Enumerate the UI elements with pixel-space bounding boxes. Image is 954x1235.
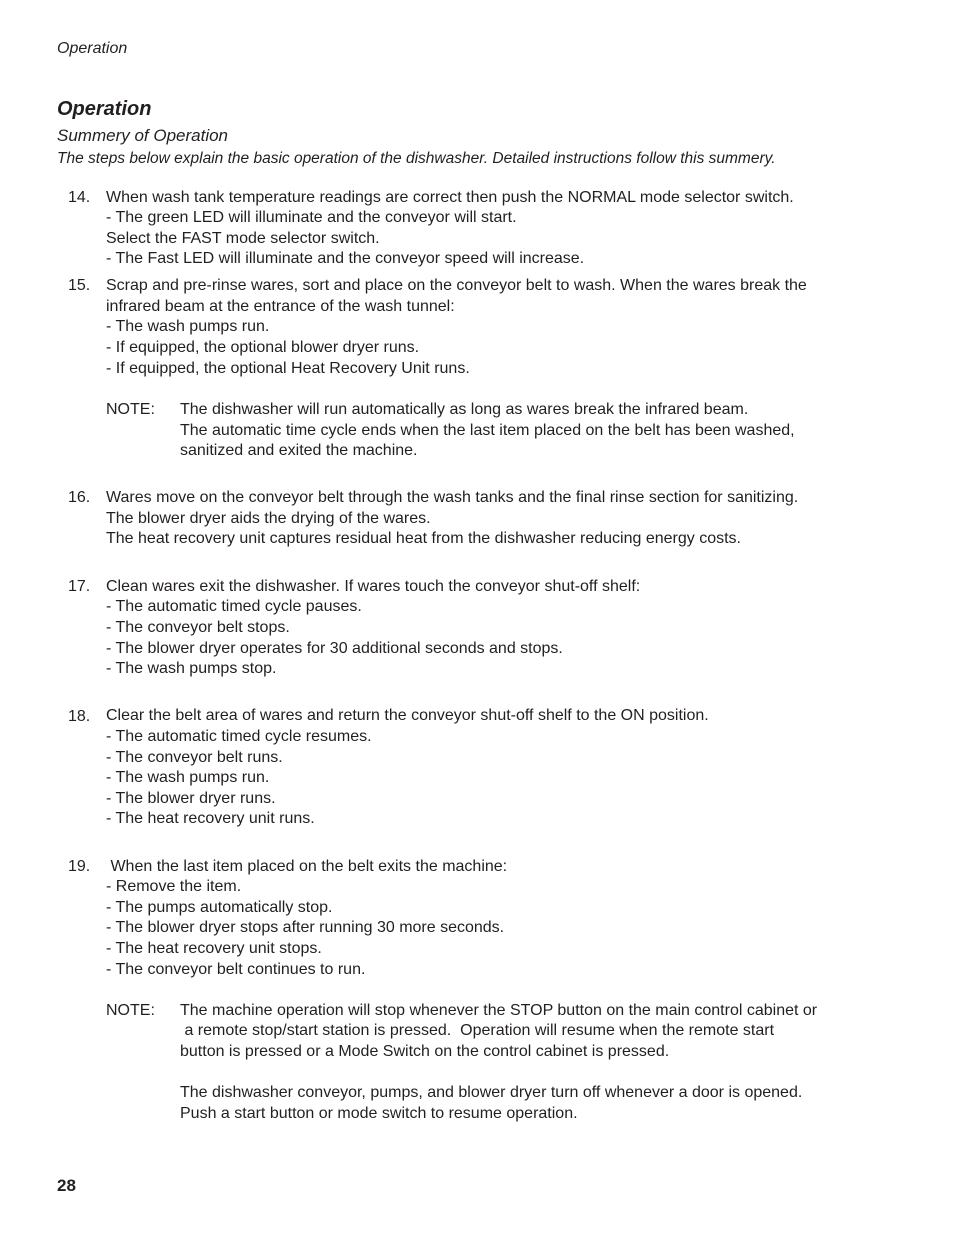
step-line: - If equipped, the optional blower dryer runs.	[106, 339, 420, 356]
step-line: The blower dryer aids the drying of the wares.	[106, 510, 431, 527]
step-line: When wash tank temperature readings are correct then push the NORMAL mode selector switch.	[106, 189, 794, 206]
note-line: The dishwasher conveyor, pumps, and blower dryer turn off whenever a door is opened.	[180, 1084, 803, 1101]
running-head: Operation	[57, 40, 128, 57]
note-line: button is pressed or a Mode Switch on the control cabinet is pressed.	[180, 1043, 670, 1060]
step-line: - The wash pumps stop.	[106, 660, 277, 677]
step-line: - The conveyor belt runs.	[106, 749, 283, 766]
note-line: sanitized and exited the machine.	[180, 442, 418, 459]
step-line: - The pumps automatically stop.	[106, 899, 333, 916]
section-subtitle: Summery of Operation	[57, 126, 229, 145]
note-line: The machine operation will stop whenever the STOP button on the main control cabinet or	[180, 1002, 818, 1019]
step-number: 18.	[68, 708, 91, 725]
step-number: 16.	[68, 489, 91, 506]
step-line: - The conveyor belt continues to run.	[106, 961, 366, 978]
note-label: NOTE:	[106, 401, 155, 418]
note-line: The dishwasher will run automatically as long as wares break the infrared beam.	[180, 401, 749, 418]
step-line: Select the FAST mode selector switch.	[106, 230, 380, 247]
step-line: Clear the belt area of wares and return the conveyor shut-off shelf to the ON position.	[106, 707, 709, 724]
step-line: Wares move on the conveyor belt through the wash tanks and the final rinse section for sanitizing.	[106, 489, 799, 506]
step-number: 14.	[68, 189, 91, 206]
step-line: - Remove the item.	[106, 878, 242, 895]
section-intro: The steps below explain the basic operation of the dishwasher. Detailed instructions follow this summery.	[57, 150, 776, 167]
step-line: Clean wares exit the dishwasher. If wares touch the conveyor shut-off shelf:	[106, 578, 641, 595]
step-line: Scrap and pre-rinse wares, sort and place on the conveyor belt to wash. When the wares break the	[106, 277, 807, 294]
step-number: 17.	[68, 578, 91, 595]
step-line: - The automatic timed cycle pauses.	[106, 598, 362, 615]
step-line: - The blower dryer operates for 30 additional seconds and stops.	[106, 640, 563, 657]
step-number: 15.	[68, 277, 91, 294]
note-line: The automatic time cycle ends when the last item placed on the belt has been washed,	[180, 422, 795, 439]
step-line: When the last item placed on the belt exits the machine:	[106, 858, 508, 875]
step-line: - The blower dryer stops after running 30 more seconds.	[106, 919, 505, 936]
page-number: 28	[57, 1176, 76, 1195]
step-line: - The Fast LED will illuminate and the conveyor speed will increase.	[106, 250, 585, 267]
step-line: - The wash pumps run.	[106, 769, 270, 786]
step-line: - The green LED will illuminate and the conveyor will start.	[106, 209, 517, 226]
step-number: 19.	[68, 858, 91, 875]
section-title: Operation	[57, 98, 152, 120]
step-line: - The automatic timed cycle resumes.	[106, 728, 372, 745]
note-line: a remote stop/start station is pressed. Operation will resume when the remote start	[180, 1022, 775, 1039]
step-line: - The heat recovery unit stops.	[106, 940, 322, 957]
step-line: The heat recovery unit captures residual heat from the dishwasher reducing energy costs.	[106, 530, 741, 547]
step-line: - The wash pumps run.	[106, 318, 270, 335]
step-line: infrared beam at the entrance of the wash tunnel:	[106, 298, 455, 315]
note-line: Push a start button or mode switch to resume operation.	[180, 1105, 578, 1122]
step-line: - The conveyor belt stops.	[106, 619, 290, 636]
step-line: - The blower dryer runs.	[106, 790, 276, 807]
step-line: - The heat recovery unit runs.	[106, 810, 315, 827]
step-line: - If equipped, the optional Heat Recovery Unit runs.	[106, 360, 470, 377]
note-label: NOTE:	[106, 1002, 155, 1019]
